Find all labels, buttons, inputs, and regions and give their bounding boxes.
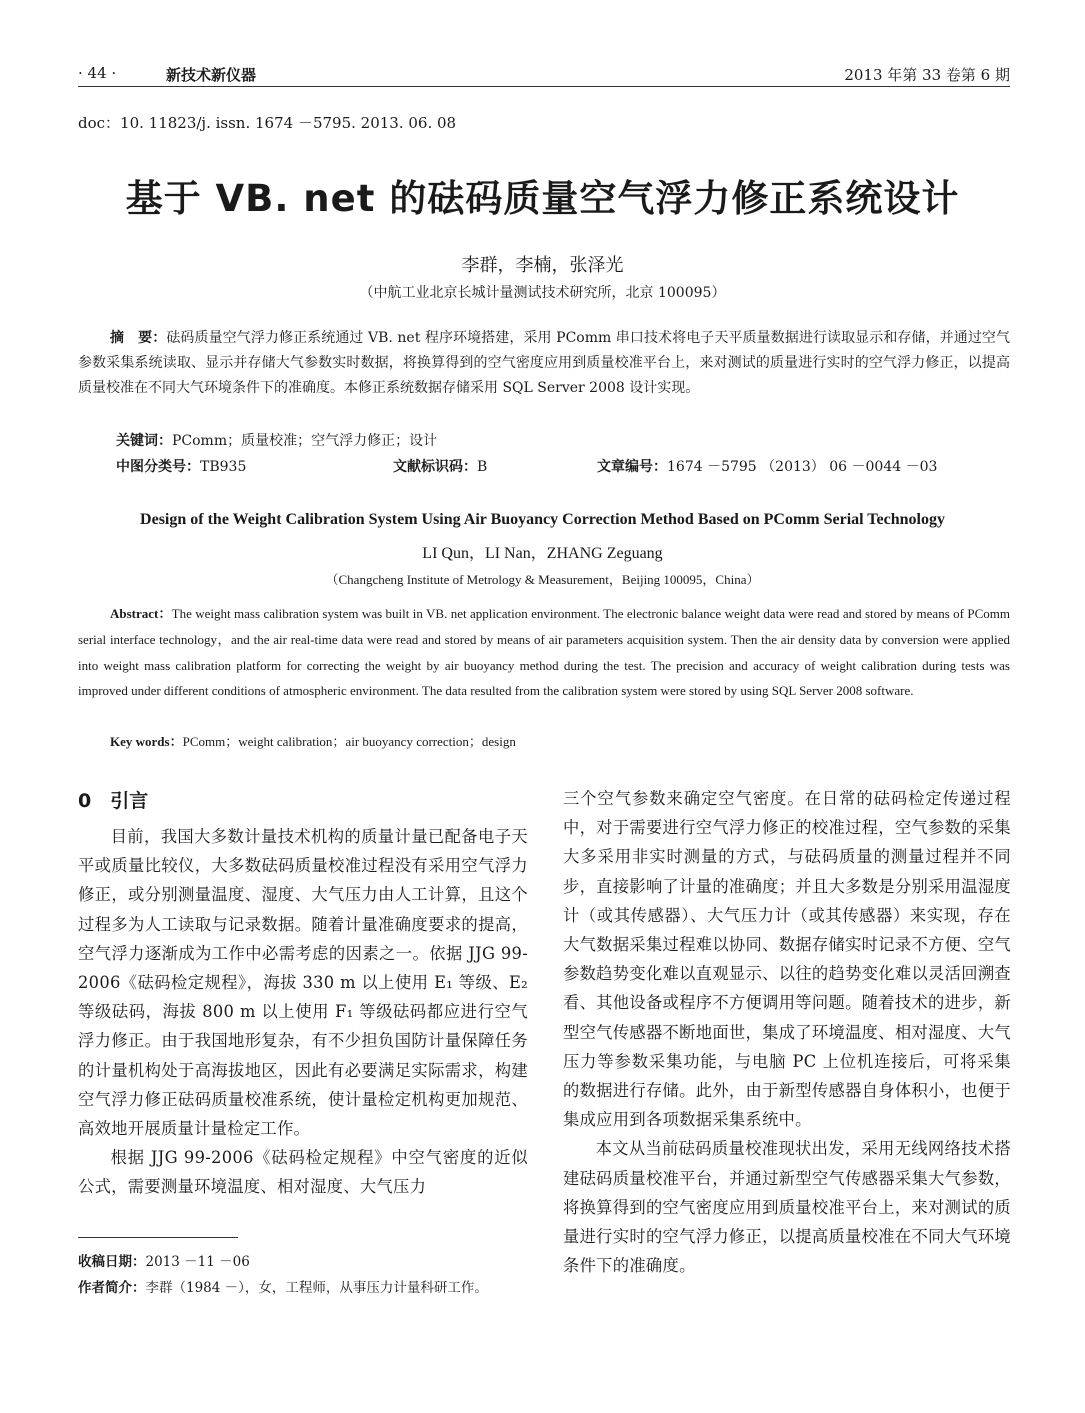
body-paragraph: 目前，我国大多数计量技术机构的质量计量已配备电子天平或质量比较仪，大多数砝码质量校准过程没有采用空气浮力修正，或分别测量温度、湿度、大气压力由人工计算，且这个过程多为人工读取与记录数据。随着计量准确度要求的提高，空气浮力逐渐成为工作中必需考虑的因素之一。依据 JJG 99-2006《砝码检定规程》，海拔 330 m 以上使用 E₁ 等级、E₂ 等级砝码，海拔 800 m 以上使用 F₁ 等级砝码都应进行空气浮力修正。由于我国地形复杂，有不少担负国防计量保障任务的计量机构处于高海拔地区，因此有必要满足实际需求，构建空气浮力修正砝码质量校准系统，使计量检定机构更加规范、高效地开展质量计量检定工作。	[78, 827, 528, 1139]
english-title: Design of the Weight Calibration System Using Air Buoyancy Correction Method Based on PComm Serial Technology	[140, 511, 945, 528]
abstract-en	[78, 601, 1010, 704]
abstract-label: 摘 要：	[110, 330, 167, 346]
keywords-en	[110, 731, 516, 750]
abstract-en-label: Abstract：	[110, 606, 172, 621]
running-header	[78, 62, 1010, 87]
footnote-divider	[78, 1237, 238, 1238]
keywords-en-text: PComm；weight calibration；air buoyancy correction；design	[182, 734, 516, 749]
body-right-column	[563, 784, 1011, 1280]
body-paragraph: 根据 JJG 99-2006《砝码检定规程》中空气密度的近似公式，需要测量环境温度、相对湿度、大气压力	[78, 1148, 528, 1197]
keywords-en-label: Key words：	[110, 734, 183, 749]
journal-name: 新技术新仪器	[166, 66, 257, 84]
paper-title: 基于 VB. net 的砝码质量空气浮力修正系统设计	[125, 177, 960, 220]
affiliation: （中航工业北京长城计量测试技术研究所，北京 100095）	[359, 285, 726, 301]
author-bio: 作者简介：李群（1984 －），女，工程师，从事压力计量科研工作。	[78, 1280, 488, 1296]
english-affiliation: （Changcheng Institute of Metrology & Measurement，Beijing 100095，China）	[325, 572, 760, 587]
page-number: · 44 ·	[78, 64, 117, 82]
keywords-label: 关键词：	[116, 433, 172, 449]
english-authors: LI Qun，LI Nan，ZHANG Zeguang	[422, 545, 663, 562]
article-number: 文章编号：1674 －5795 （2013） 06 －0044 －03	[597, 459, 938, 475]
section-heading: 0 引言	[78, 790, 149, 812]
abstract-cn	[78, 326, 1010, 401]
doi-line: doc：10. 11823/j. issn. 1674 －5795. 2013. 06. 08	[78, 114, 457, 132]
issue-info: 2013 年第 33 卷第 6 期	[844, 66, 1010, 84]
received-date: 收稿日期：2013 －11 －06	[78, 1254, 250, 1270]
author-list: 李群，李楠，张泽光	[461, 255, 624, 276]
body-paragraph: 三个空气参数来确定空气密度。在日常的砝码检定传递过程中，对于需要进行空气浮力修正的校准过程，空气参数的采集大多采用非实时测量的方式，与砝码质量的测量过程并不同步，直接影响了计量的准确度；并且大多数是分别采用温湿度计（或其传感器）、大气压力计（或其传感器）来实现，存在大气数据采集过程难以协同、数据存储实时记录不方便、空气参数趋势变化难以直观显示、以往的趋势变化难以灵活回溯查看、其他设备或程序不方便调用等问题。随着技术的进步，新型空气传感器不断地面世，集成了环境温度、相对湿度、大气压力等参数采集功能，与电脑 PC 上位机连接后，可将采集的数据进行存储。此外，由于新型传感器自身体积小，也便于集成应用到各项数据采集系统中。	[563, 789, 1011, 1130]
body-left-column	[78, 822, 528, 1202]
clc-number: 中图分类号：TB935	[116, 459, 247, 475]
body-paragraph: 本文从当前砝码质量校准现状出发，采用无线网络技术搭建砝码质量校准平台，并通过新型空气传感器采集大气参数，将换算得到的空气密度应用到质量校准平台上，来对测试的质量进行实时的空气浮力修正，以提高质量校准在不同大气环境条件下的准确度。	[563, 1139, 1011, 1276]
keywords-text: PComm；质量校准；空气浮力修正；设计	[172, 433, 438, 449]
keywords-cn	[116, 430, 437, 450]
abstract-text: 砝码质量空气浮力修正系统通过 VB. net 程序环境搭建，采用 PComm 串口技术将电子天平质量数据进行读取显示和存储，并通过空气参数采集系统读取、显示并存储大气参数实时数据，将换算得到的空气密度应用到质量校准平台上，来对测试的质量进行实时的空气浮力修正，以提高质量校准在不同大气环境条件下的准确度。本修正系统数据存储采用 SQL Server 2008 设计实现。	[78, 330, 1011, 396]
abstract-en-text: The weight mass calibration system was built in VB. net application environment. The electronic balance weight data were read and stored by means of PComm serial interface technology，and the air real-time data were read and stored by means of air parameters acquisition system. Then the air density data by conversion were applied into weight mass calibration platform for correcting the weight by air buoyancy method during the test. The precision and accuracy of weight calibration during tests was improved under different conditions of atmospheric environment. The data resulted from the calibration system were stored by using SQL Server 2008 software.	[78, 606, 1010, 699]
document-code: 文献标识码：B	[393, 459, 488, 475]
